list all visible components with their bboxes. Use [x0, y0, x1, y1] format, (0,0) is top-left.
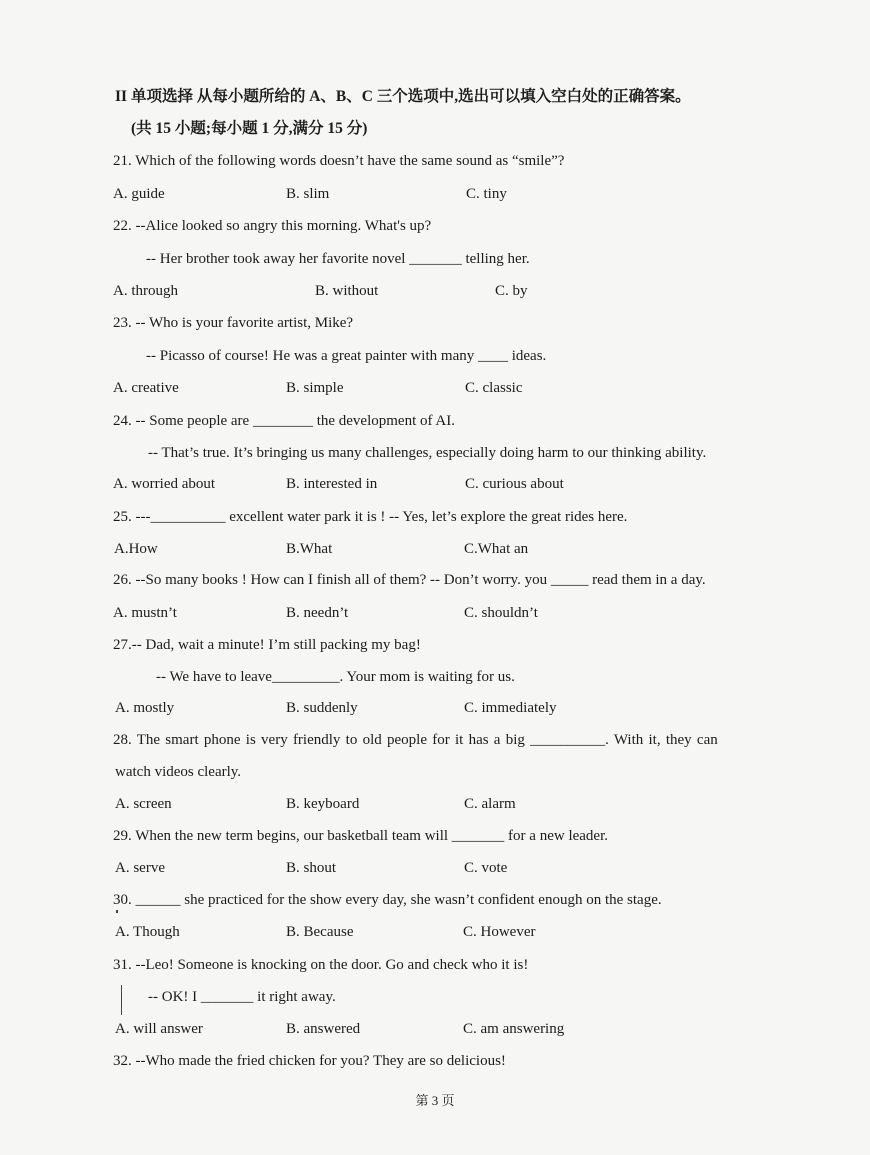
option-a: A. mostly [115, 700, 175, 716]
question-text: 27.-- Dad, wait a minute! I’m still packing my bag! [113, 637, 421, 653]
option-b: B. suddenly [286, 700, 358, 716]
option-b: B. interested in [286, 476, 378, 492]
option-a: A. creative [113, 380, 179, 396]
option-b: B. answered [286, 1021, 361, 1037]
option-c: C. classic [465, 380, 523, 396]
option-b: B. needn’t [286, 605, 349, 621]
option-c: C. am answering [463, 1021, 565, 1037]
question-text: 23. -- Who is your favorite artist, Mike? [113, 315, 354, 331]
option-a: A. guide [113, 186, 165, 202]
question-text: 29. When the new term begins, our basketball team will _______ for a new leader. [113, 828, 608, 844]
option-c: C.What an [464, 541, 529, 557]
question-text: 21. Which of the following words doesn’t have the same sound as “smile”? [113, 153, 565, 169]
question-text: -- Her brother took away her favorite novel _______ telling her. [146, 251, 530, 267]
option-b: B. Because [286, 924, 354, 940]
option-c: C. curious about [465, 476, 564, 492]
question-text: 24. -- Some people are ________ the development of AI. [113, 413, 455, 429]
section-title: II 单项选择 从每小题所给的 A、B、C 三个选项中,选出可以填入空白处的正确答案。 [115, 88, 691, 105]
option-b: B. simple [286, 380, 344, 396]
pen-mark [121, 985, 122, 1015]
question-text: -- OK! I _______ it right away. [148, 989, 336, 1005]
option-c: C. tiny [466, 186, 507, 202]
question-text: 30. ______ she practiced for the show every day, she wasn’t confident enough on the stage. [113, 892, 662, 908]
option-b: B. without [315, 283, 379, 299]
option-c: C. However [463, 924, 536, 940]
option-b: B. shout [286, 860, 337, 876]
question-text: 31. --Leo! Someone is knocking on the door. Go and check who it is! [113, 957, 529, 973]
question-text: -- Picasso of course! He was a great painter with many ____ ideas. [146, 348, 547, 364]
option-c: C. immediately [464, 700, 557, 716]
question-text: 22. --Alice looked so angry this morning. What's up? [113, 218, 432, 234]
option-a: A. mustn’t [113, 605, 177, 621]
option-c: C. by [495, 283, 528, 299]
option-a: A. Though [115, 924, 180, 940]
option-c: C. alarm [464, 796, 516, 812]
question-text: -- That’s true. It’s bringing us many challenges, especially doing harm to our thinking ability. [148, 445, 707, 461]
question-text: 25. ---__________ excellent water park it is ! -- Yes, let’s explore the great rides here. [113, 509, 628, 525]
option-a: A. through [113, 283, 178, 299]
option-b: B. keyboard [286, 796, 360, 812]
option-a: A.How [114, 541, 158, 557]
question-text: -- We have to leave_________. Your mom is waiting for us. [156, 669, 515, 685]
option-c: C. vote [464, 860, 508, 876]
option-c: C. shouldn’t [464, 605, 538, 621]
pen-mark [116, 910, 118, 913]
option-b: B.What [286, 541, 333, 557]
option-a: A. worried about [113, 476, 216, 492]
question-text: watch videos clearly. [115, 764, 242, 780]
option-a: A. serve [115, 860, 165, 876]
question-text: 32. --Who made the fried chicken for you? They are so delicious! [113, 1053, 506, 1069]
question-text: 28. The smart phone is very friendly to old people for it has a big __________. With it, they can [113, 732, 718, 748]
option-b: B. slim [286, 186, 330, 202]
option-a: A. will answer [115, 1021, 203, 1037]
page-number: 第 3 页 [415, 1093, 455, 1108]
option-a: A. screen [115, 796, 172, 812]
question-text: 26. --So many books ! How can I finish all of them? -- Don’t worry. you _____ read them in a day. [113, 572, 706, 588]
section-note: (共 15 小题;每小题 1 分,满分 15 分) [131, 120, 368, 137]
